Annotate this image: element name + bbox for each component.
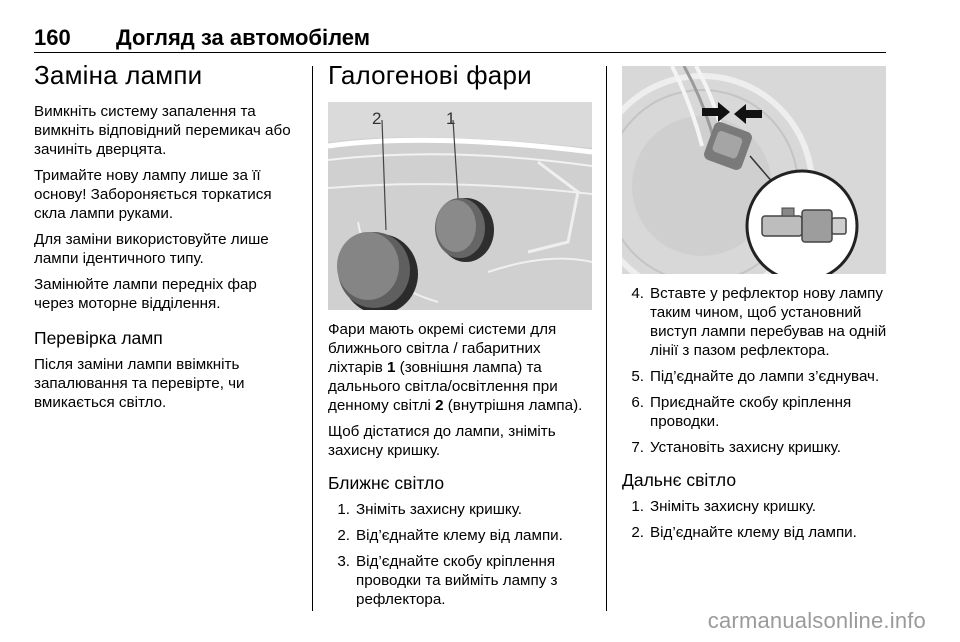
step-text: Від’єднайте клему від лампи. bbox=[650, 524, 857, 541]
step-text: Приєднайте скобу кріплення проводки. bbox=[650, 394, 852, 430]
column-bulb-replacement bbox=[34, 60, 296, 419]
list-item bbox=[328, 500, 592, 519]
list-item bbox=[622, 284, 888, 360]
section-title-bulb-replacement: Заміна лампи bbox=[34, 60, 203, 90]
step-text: Під’єднайте до лампи з’єднувач. bbox=[650, 368, 880, 385]
callout-label-1: 1 bbox=[446, 109, 456, 128]
step-text: Від’єднайте клему від лампи. bbox=[356, 527, 563, 544]
step-number: 6. bbox=[631, 394, 644, 411]
paragraph-headlight-systems bbox=[328, 320, 592, 415]
step-number: 7. bbox=[631, 439, 644, 456]
step-number: 4. bbox=[631, 285, 644, 302]
subsection-title-bulb-check: Перевірка ламп bbox=[34, 328, 163, 348]
bulb-socket-drawing bbox=[622, 66, 886, 274]
step-number: 2. bbox=[631, 524, 644, 541]
step-number: 3. bbox=[337, 553, 350, 570]
high-beam-steps bbox=[622, 497, 888, 542]
ref-number-1: 1 bbox=[387, 359, 396, 376]
step-number: 2. bbox=[337, 527, 350, 544]
column-divider-right bbox=[606, 66, 607, 611]
step-text: Від’єднайте скобу кріплення проводки та вийміть лампу з рефлектора. bbox=[356, 553, 558, 608]
column-halogen-headlights bbox=[328, 60, 592, 616]
intro-text-part: (зовнішня лампа) та дальнього світла/освітлення при денному світлі bbox=[328, 359, 558, 414]
page-number: 160 bbox=[34, 25, 71, 50]
paragraph-remove-cover: Щоб дістатися до лампи, зніміть захисну кришку. bbox=[328, 423, 556, 459]
step-number: 1. bbox=[337, 501, 350, 518]
intro-text-part: (внутрішня лампа). bbox=[443, 397, 583, 414]
step-text: Установіть захисну кришку. bbox=[650, 439, 841, 456]
bulb-installation-illustration bbox=[622, 66, 886, 274]
page-header bbox=[34, 24, 886, 53]
list-item bbox=[622, 523, 888, 542]
intro-text-part: Фари мають окремі системи для ближнього світла / габаритних ліхтарів bbox=[328, 321, 557, 376]
callout-label-2: 2 bbox=[372, 109, 382, 128]
subsection-title-high-beam: Дальнє світло bbox=[622, 470, 737, 490]
site-watermark: carmanualsonline.info bbox=[707, 608, 926, 633]
low-beam-steps bbox=[328, 500, 592, 609]
ref-number-2: 2 bbox=[435, 397, 444, 414]
list-item bbox=[622, 497, 888, 516]
step-text: Зніміть захисну кришку. bbox=[650, 498, 816, 515]
list-item bbox=[328, 552, 592, 609]
headlight-covers-illustration bbox=[328, 102, 592, 310]
paragraph-bulb-check: Після заміни лампи ввімкніть запалювання та перевірте, чи вмикається світло. bbox=[34, 356, 245, 411]
list-item bbox=[328, 526, 592, 545]
installation-steps bbox=[622, 284, 888, 457]
step-number: 5. bbox=[631, 368, 644, 385]
section-title-halogen-headlights: Галогенові фари bbox=[328, 60, 532, 90]
list-item bbox=[622, 393, 888, 431]
paragraph-hold-bulb: Тримайте нову лампу лише за її основу! Забороняється торкатися скла лампи руками. bbox=[34, 167, 272, 222]
paragraph-engine-compartment: Замінюйте лампи передніх фар через моторне відділення. bbox=[34, 276, 257, 312]
column-divider-left bbox=[312, 66, 313, 611]
headlight-housing-drawing bbox=[328, 102, 592, 310]
list-item bbox=[622, 367, 888, 386]
step-text: Вставте у рефлектор нову лампу таким чином, щоб установний виступ лампи перебував на одній лінії з пазом рефлектора. bbox=[650, 285, 887, 359]
paragraph-identical-type: Для заміни використовуйте лише лампи ідентичного типу. bbox=[34, 231, 269, 267]
step-text: Зніміть захисну кришку. bbox=[356, 501, 522, 518]
step-number: 1. bbox=[631, 498, 644, 515]
running-title: Догляд за автомобілем bbox=[116, 25, 371, 50]
paragraph-ignition: Вимкніть систему запалення та вимкніть відповідний перемикач або зачиніть дверцята. bbox=[34, 103, 291, 158]
subsection-title-low-beam: Ближнє світло bbox=[328, 473, 445, 493]
list-item bbox=[622, 438, 888, 457]
column-bulb-installation bbox=[622, 60, 888, 549]
